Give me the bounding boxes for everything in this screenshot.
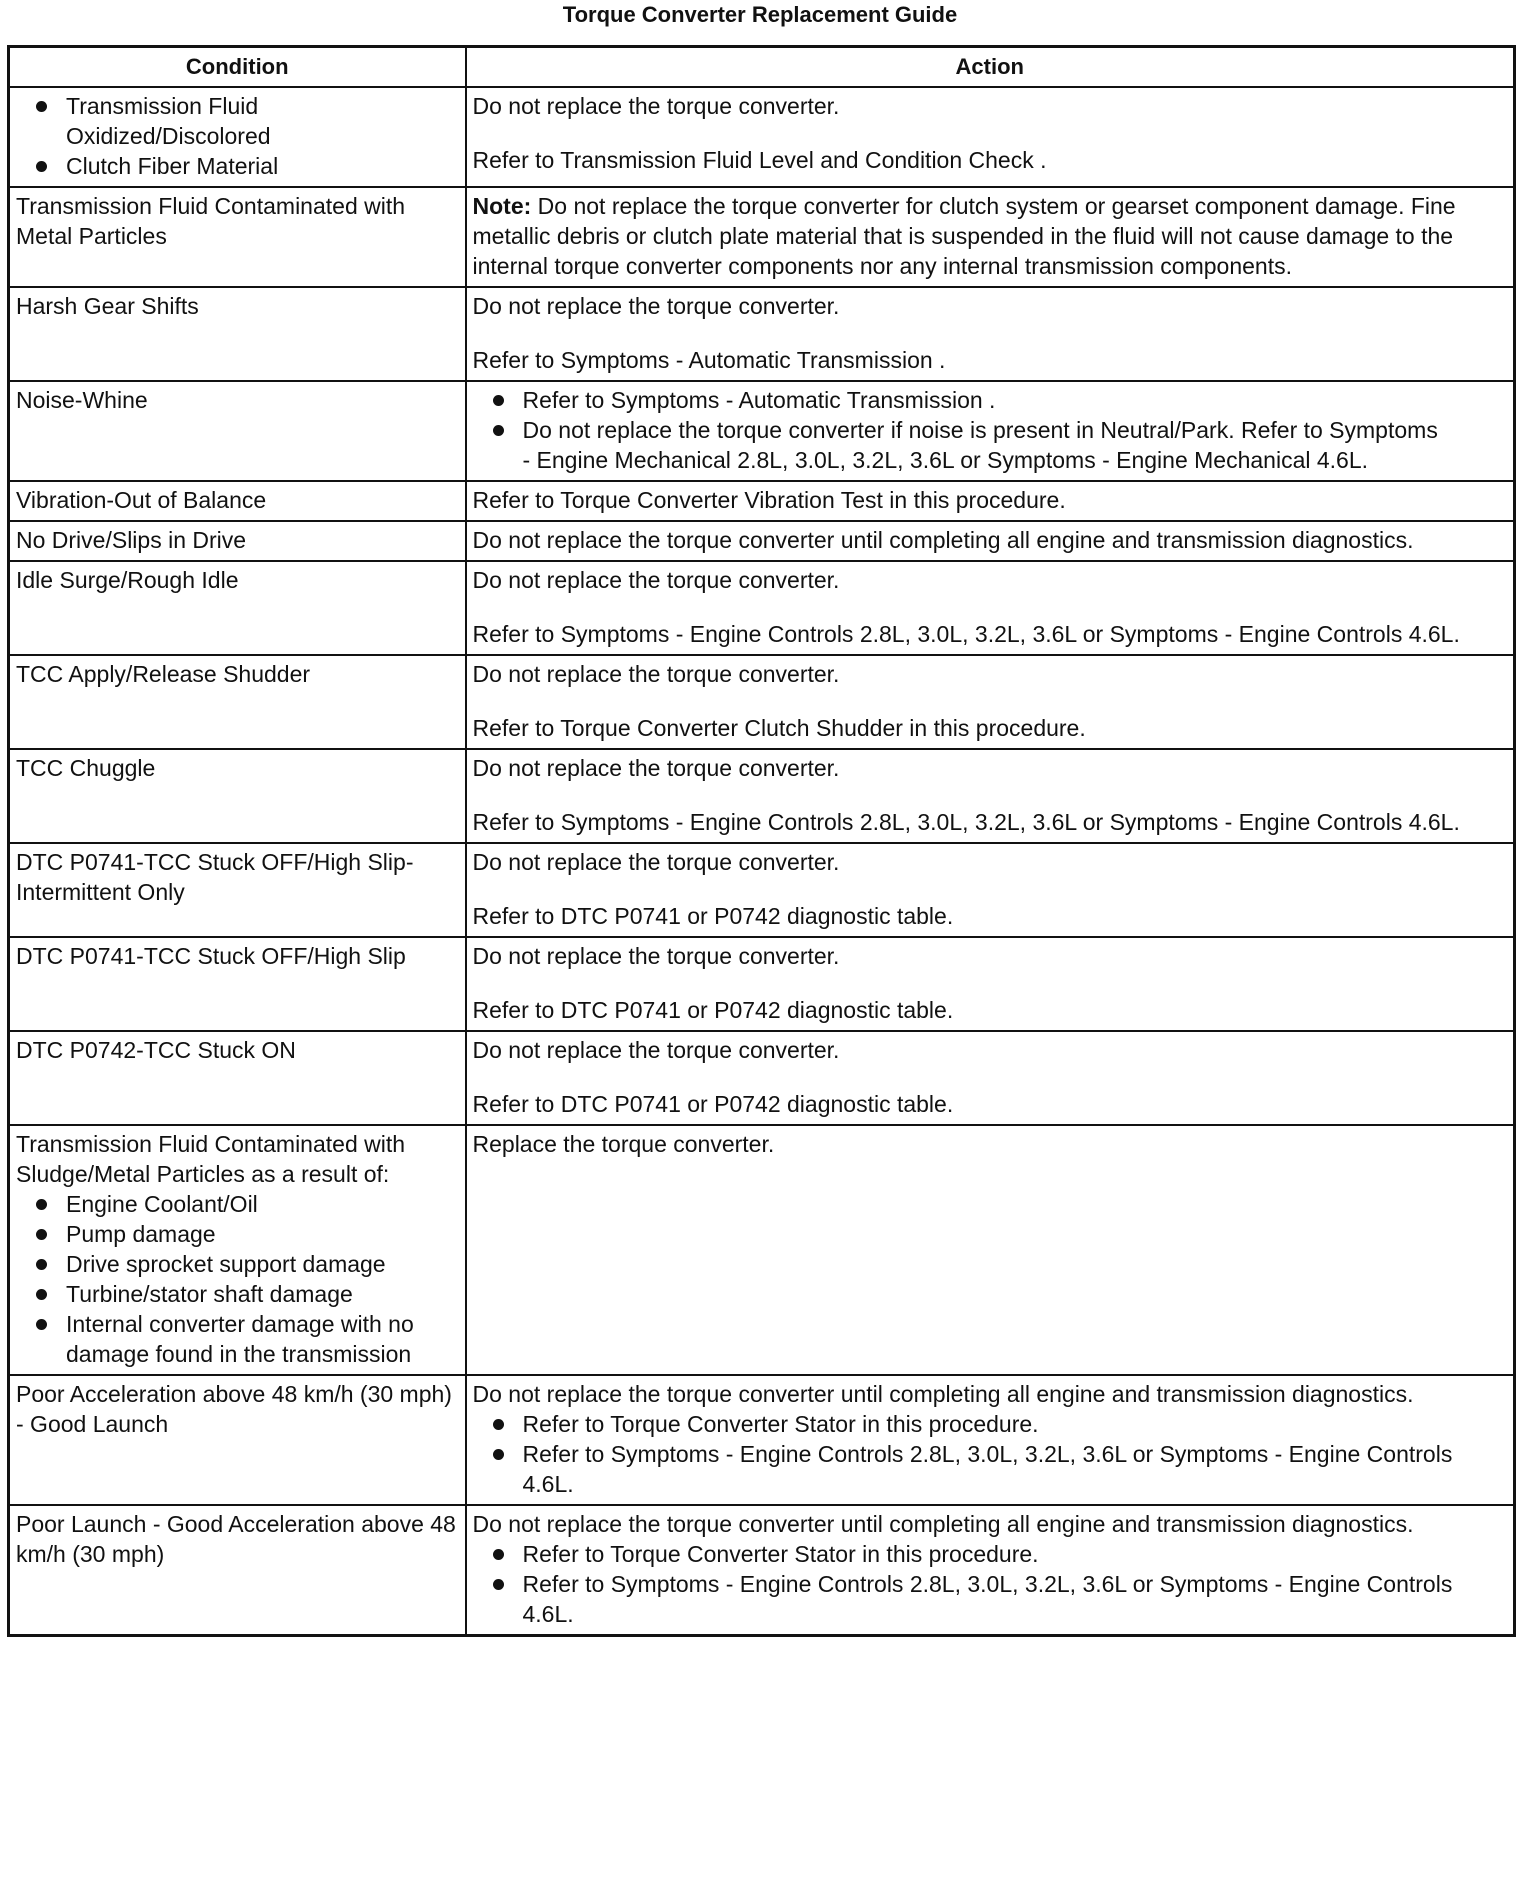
action-cell: [466, 1505, 1515, 1636]
condition-cell: Idle Surge/Rough Idle: [9, 561, 466, 655]
note-label: Note:: [472, 193, 532, 219]
action-cell: [466, 381, 1515, 481]
action-text: Do not replace the torque converter.: [472, 1037, 840, 1063]
table-row: [9, 843, 1515, 937]
replacement-guide-table: [7, 45, 1516, 1637]
list-item: Transmission Fluid Oxidized/Discolored: [16, 91, 459, 151]
action-cell: Replace the torque converter.: [466, 1125, 1515, 1375]
condition-cell: Noise-Whine: [9, 381, 466, 481]
action-cell: [466, 561, 1515, 655]
header-condition: Condition: [9, 47, 466, 88]
action-text: Refer to DTC P0741 or P0742 diagnostic table.: [472, 997, 954, 1023]
condition-cell: Vibration-Out of Balance: [9, 481, 466, 521]
action-cell: [466, 1031, 1515, 1125]
action-text: Refer to Symptoms - Automatic Transmission .: [472, 347, 946, 373]
list-item: Pump damage: [16, 1219, 459, 1249]
table-row: [9, 1031, 1515, 1125]
action-text: Do not replace the torque converter until completing all engine and transmission diagnostics.: [472, 1381, 1414, 1407]
action-text: Refer to DTC P0741 or P0742 diagnostic table.: [472, 1091, 954, 1117]
list-item: Refer to Torque Converter Stator in this procedure.: [473, 1539, 1508, 1569]
list-item: Drive sprocket support damage: [16, 1249, 459, 1279]
list-item: Do not replace the torque converter if noise is present in Neutral/Park. Refer to Symptoms - Engine Mechanical 2.8L, 3.0L, 3.2L, 3.6L or Symptoms - Engine Mechanical 4.6L.: [473, 415, 1508, 475]
table-row: [9, 1505, 1515, 1636]
list-item: Engine Coolant/Oil: [16, 1189, 459, 1219]
action-cell: [466, 287, 1515, 381]
table-row: [9, 1375, 1515, 1505]
condition-bullet-list: [16, 1189, 459, 1369]
action-cell: [466, 1375, 1515, 1505]
action-cell: [466, 843, 1515, 937]
action-text: Refer to Symptoms - Engine Controls 2.8L, 3.0L, 3.2L, 3.6L or Symptoms - Engine Controls 4.6L.: [472, 809, 1460, 835]
list-item: Refer to Symptoms - Engine Controls 2.8L, 3.0L, 3.2L, 3.6L or Symptoms - Engine Controls 4.6L.: [473, 1569, 1508, 1629]
condition-cell: DTC P0742-TCC Stuck ON: [9, 1031, 466, 1125]
condition-text: Transmission Fluid Contaminated with Sludge/Metal Particles as a result of:: [16, 1131, 406, 1187]
note-text: Do not replace the torque converter for clutch system or gearset component damage. Fine metallic debris or clutch plate material that is suspended in the fluid will not cause damage to the internal torque converter components nor any internal transmission components.: [472, 193, 1456, 279]
condition-cell: Poor Launch - Good Acceleration above 48 km/h (30 mph): [9, 1505, 466, 1636]
action-text: Do not replace the torque converter.: [472, 293, 840, 319]
action-text: Do not replace the torque converter until completing all engine and transmission diagnostics.: [472, 1511, 1414, 1537]
table-header-row: [9, 47, 1515, 88]
action-text: Do not replace the torque converter.: [472, 661, 840, 687]
list-item: Refer to Torque Converter Stator in this procedure.: [473, 1409, 1508, 1439]
condition-cell: TCC Chuggle: [9, 749, 466, 843]
condition-cell: [9, 87, 466, 187]
action-cell: [466, 187, 1515, 287]
action-text: Refer to Torque Converter Clutch Shudder in this procedure.: [472, 715, 1086, 741]
table-row: [9, 655, 1515, 749]
action-text: Refer to Transmission Fluid Level and Condition Check .: [472, 147, 1047, 173]
action-text: Do not replace the torque converter.: [472, 755, 840, 781]
table-row: [9, 937, 1515, 1031]
condition-cell: DTC P0741-TCC Stuck OFF/High Slip-Intermittent Only: [9, 843, 466, 937]
condition-cell: Poor Acceleration above 48 km/h (30 mph) - Good Launch: [9, 1375, 466, 1505]
action-bullet-list: [473, 1539, 1508, 1629]
list-item: Internal converter damage with no damage found in the transmission: [16, 1309, 459, 1369]
action-text: Do not replace the torque converter.: [472, 93, 840, 119]
list-item: Refer to Symptoms - Automatic Transmission .: [473, 385, 1508, 415]
action-cell: Do not replace the torque converter until completing all engine and transmission diagnostics.: [466, 521, 1515, 561]
action-bullet-list: [473, 385, 1508, 475]
action-bullet-list: [473, 1409, 1508, 1499]
condition-cell: TCC Apply/Release Shudder: [9, 655, 466, 749]
action-text: Do not replace the torque converter.: [472, 943, 840, 969]
table-row: [9, 187, 1515, 287]
table-row: [9, 481, 1515, 521]
action-cell: [466, 749, 1515, 843]
action-cell: [466, 937, 1515, 1031]
table-row: [9, 1125, 1515, 1375]
condition-cell: Harsh Gear Shifts: [9, 287, 466, 381]
table-row: [9, 561, 1515, 655]
table-row: [9, 749, 1515, 843]
table-row: [9, 521, 1515, 561]
list-item: Clutch Fiber Material: [16, 151, 459, 181]
condition-cell: DTC P0741-TCC Stuck OFF/High Slip: [9, 937, 466, 1031]
table-row: [9, 381, 1515, 481]
header-action: Action: [466, 47, 1515, 88]
condition-cell: [9, 1125, 466, 1375]
condition-cell: Transmission Fluid Contaminated with Metal Particles: [9, 187, 466, 287]
list-item: Turbine/stator shaft damage: [16, 1279, 459, 1309]
table-row: [9, 87, 1515, 187]
condition-bullet-list: [16, 91, 459, 181]
page-title: Torque Converter Replacement Guide: [562, 2, 958, 27]
action-text: Refer to Symptoms - Engine Controls 2.8L, 3.0L, 3.2L, 3.6L or Symptoms - Engine Controls 4.6L.: [472, 621, 1460, 647]
list-item: Refer to Symptoms - Engine Controls 2.8L, 3.0L, 3.2L, 3.6L or Symptoms - Engine Controls 4.6L.: [473, 1439, 1508, 1499]
action-cell: [466, 87, 1515, 187]
action-text: Do not replace the torque converter.: [472, 849, 840, 875]
condition-cell: No Drive/Slips in Drive: [9, 521, 466, 561]
action-text: Do not replace the torque converter.: [472, 567, 840, 593]
action-text: Refer to DTC P0741 or P0742 diagnostic table.: [472, 903, 954, 929]
action-cell: [466, 655, 1515, 749]
table-row: [9, 287, 1515, 381]
action-cell: Refer to Torque Converter Vibration Test in this procedure.: [466, 481, 1515, 521]
